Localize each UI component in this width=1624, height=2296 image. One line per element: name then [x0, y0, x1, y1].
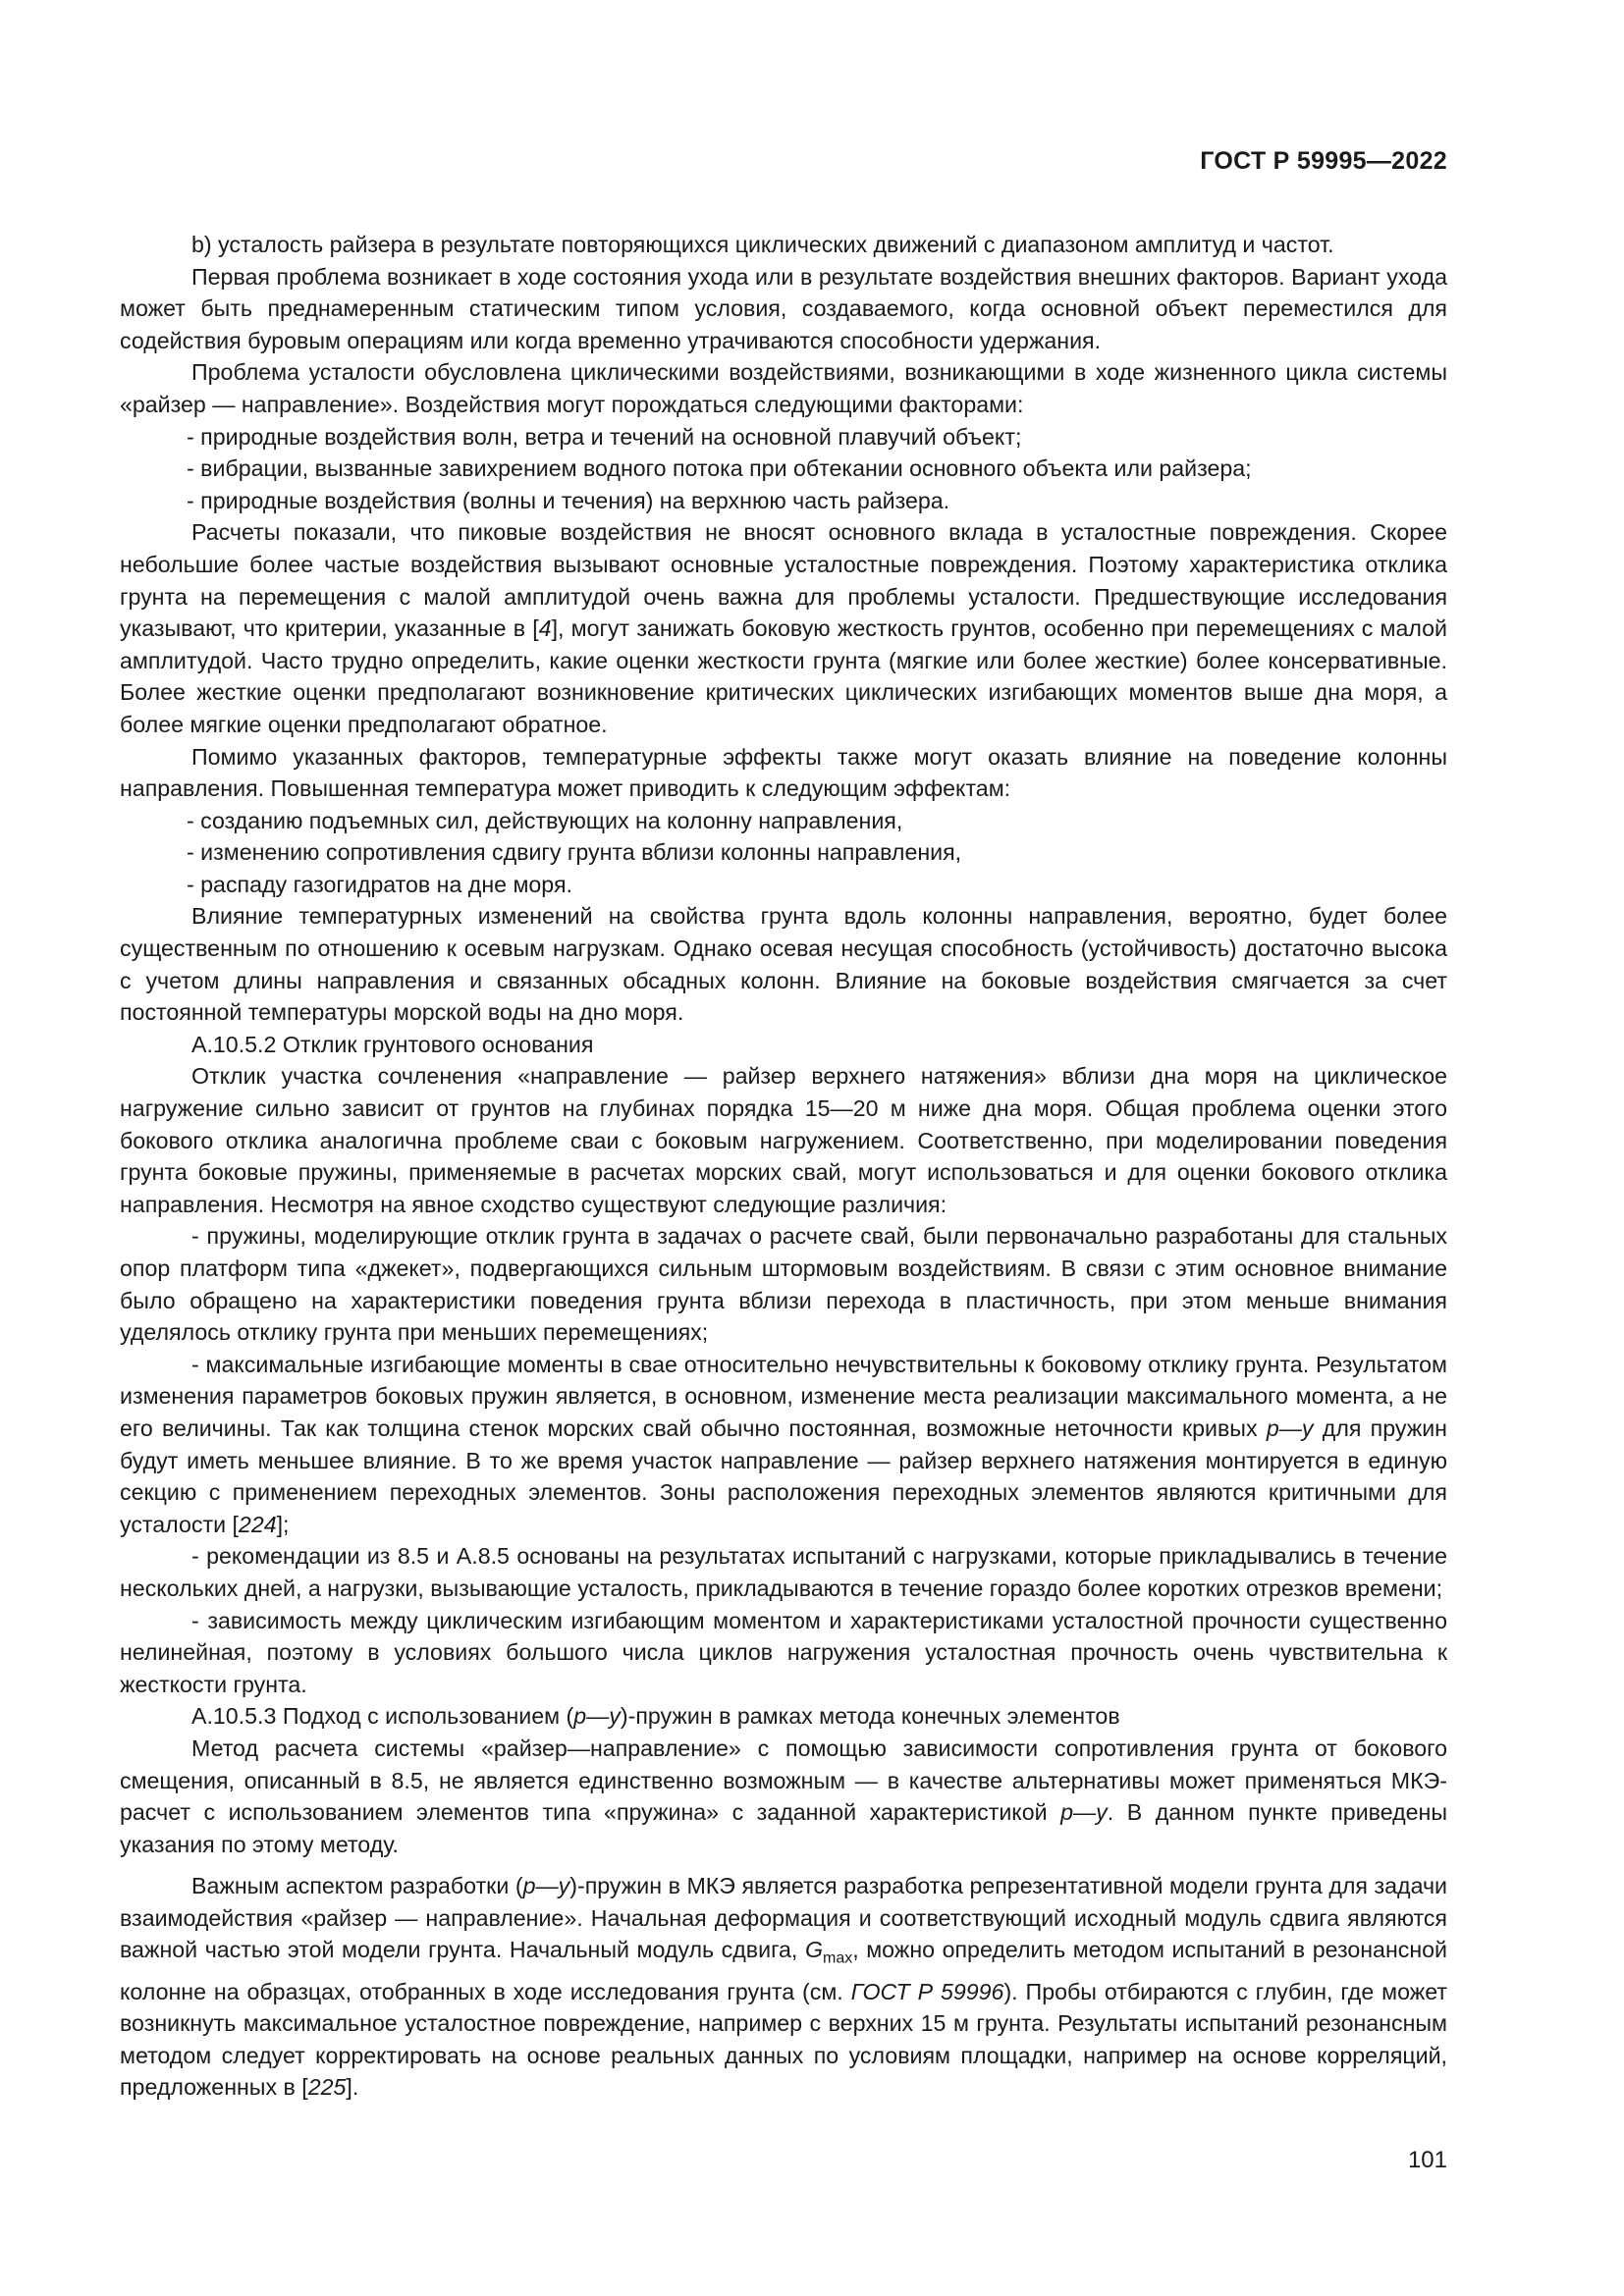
list-item [120, 421, 1447, 454]
text-segment: для пружин будут иметь меньшее влияние. В то же время участок направление — райзер верхнего натяжения монтируется в единую секцию с применением переходных элементов. Зоны расположения переходных элементов являются критичными для усталости [ [120, 1415, 1447, 1537]
text-segment: - природные воздействия волн, ветра и течений на основной плавучий объект; [187, 423, 1022, 450]
text-segment: Проблема усталости обусловлена циклическими воздействиями, возникающими в ходе жизненного цикла системы «райзер — направление». Воздействия могут порождаться следующими факторами: [120, 359, 1447, 417]
document-header: ГОСТ Р 59995—2022 [1200, 147, 1447, 175]
text-segment: ], могут занижать боковую жесткость грунтов, особенно при перемещениях с малой амплитудой. Часто трудно определить, какие оценки жесткости грунта (мягкие или более жесткие) более консервативные. Более жесткие оценки предполагают возникновение критических циклических изгибающих моментов выше дна моря, а более мягкие оценки предполагают обратное. [120, 615, 1448, 737]
list-item [120, 485, 1447, 517]
text-segment: - созданию подъемных сил, действующих на колонну направления, [187, 807, 903, 833]
text-segment: ). Пробы отбираются с глубин, где может возникнуть максимальное усталостное повреждение, например с верхних 15 м грунта. Результаты испытаний резонансным методом следует корректировать на основе реальных данных по условиям площадки, например на основе корреляций, предложенных в [ [120, 1978, 1447, 2101]
paragraph [120, 1349, 1447, 1541]
text-segment: 225 [307, 2074, 347, 2101]
paragraph [120, 1029, 1447, 1061]
paragraph [120, 1540, 1447, 1604]
text-segment: - распаду газогидратов на дне моря. [187, 871, 572, 897]
text-segment: max [822, 1950, 853, 1968]
paragraph [120, 1605, 1447, 1701]
paragraph [120, 229, 1447, 261]
list-item [120, 805, 1447, 837]
text-segment: p—y [1060, 1799, 1108, 1826]
text-segment: p—y [573, 1703, 621, 1730]
paragraph [120, 1870, 1447, 2104]
text-segment: Первая проблема возникает в ходе состояния ухода или в результате воздействия внешних факторов. Вариант ухода может быть преднамеренным статическим типом условия, создаваемого, когда основной объект переместился для содействия буровым операциям или когда временно утрачиваются способности удержания. [120, 263, 1447, 353]
text-segment: - природные воздействия (волны и течения) на верхнюю часть райзера. [187, 487, 950, 513]
text-segment: Отклик участка сочленения «направление — райзер верхнего натяжения» вблизи дна моря на циклическое нагружение сильно зависит от грунтов на глубинах порядка 15—20 м ниже дна моря. Общая проблема оценки этого бокового отклика аналогична проблеме сваи с боковым нагружением. Соответственно, при моделировании поведения грунта боковые пружины, применяемые в расчетах морских свай, могут использоваться и для оценки бокового отклика направления. Несмотря на явное сходство существуют следующие различия: [120, 1063, 1447, 1217]
text-segment: - рекомендации из 8.5 и А.8.5 основаны на результатах испытаний с нагрузками, которые прикладывались в течение нескольких дней, а нагрузки, вызывающие усталость, прикладываются в течение гораздо более коротких отрезков времени; [120, 1543, 1447, 1601]
text-segment: - максимальные изгибающие моменты в свае относительно нечувствительны к боковому отклику грунта. Результатом изменения параметров боковых пружин является, в основном, изменение места реализации максимального момента, а не его величины. Так как толщина стенок морских свай обычно постоянная, возможные неточности кривых [120, 1351, 1447, 1441]
paragraph [120, 1220, 1447, 1348]
text-segment: Расчеты показали, что пиковые воздействия не вносят основного вклада в усталостные повреждения. Скорее небольшие более частые воздействия вызывают основные усталостные повреждения. Поэтому характеристика отклика грунта на перемещения с малой амплитудой очень важна для проблемы усталости. Предшествующие исследования указывают, что критерии, указанные в [ [120, 519, 1447, 642]
text-segment: p—y [522, 1873, 570, 1899]
document-body [120, 229, 1447, 2104]
text-segment: 224 [238, 1511, 277, 1537]
text-segment: 4 [538, 615, 552, 642]
text-segment: p—y [1266, 1415, 1314, 1441]
text-segment: А.10.5.2 Отклик грунтового основания [191, 1031, 594, 1057]
text-segment: ГОСТ Р 59996 [850, 1978, 1004, 2004]
text-segment: , можно определить методом испытаний в резонансной колонне на образцах, отобранных в ходе исследования грунта (см. [120, 1937, 1447, 2004]
list-item [120, 869, 1447, 901]
paragraph [120, 1060, 1447, 1220]
text-segment: А.10.5.3 Подход с использованием ( [191, 1703, 574, 1730]
paragraph [120, 1700, 1447, 1733]
text-segment: Помимо указанных факторов, температурные эффекты также могут оказать влияние на поведение колонны направления. Повышенная температура может приводить к следующим эффектам: [120, 743, 1447, 802]
text-segment: - пружины, моделирующие отклик грунта в задачах о расчете свай, были первоначально разработаны для стальных опор платформ типа «джекет», подвергающихся сильным штормовым воздействиям. В связи с этим основное внимание было обращено на характеристики поведения грунта вблизи перехода в пластичность, при этом меньше внимания уделялось отклику грунта при меньших перемещениях; [120, 1223, 1447, 1346]
paragraph [120, 900, 1447, 1028]
text-segment: ]. [346, 2074, 359, 2101]
text-segment: - зависимость между циклическим изгибающим моментом и характеристиками усталостной прочности существенно нелинейная, поэтому в условиях большого числа циклов нагружения усталостная прочность очень чувствительна к жесткости грунта. [120, 1607, 1447, 1697]
paragraph [120, 261, 1447, 357]
paragraph [120, 356, 1447, 420]
text-segment: G [804, 1937, 823, 1963]
list-item [120, 836, 1447, 869]
paragraph [120, 741, 1447, 805]
text-segment: . В данном пункте приведены указания по этому методу. [120, 1799, 1447, 1857]
text-segment: b) усталость райзера в результате повторяющихся циклических движений с диапазоном амплитуд и частот. [191, 232, 1334, 257]
text-segment: ]; [276, 1511, 290, 1537]
text-segment: Метод расчета системы «райзер—направление» с помощью зависимости сопротивления грунта от бокового смещения, описанный в 8.5, не является единственно возможным — в качестве альтернативы может применяться МКЭ-расчет с использованием элементов типа «пружина» с заданной характеристикой [120, 1735, 1447, 1826]
text-segment: )-пружин в МКЭ является разработка репрезентативной модели грунта для задачи взаимодействия «райзер — направление». Начальная деформация и соответствующий исходный модуль сдвига являются важной частью этой модели грунта. Начальный модуль сдвига, [120, 1873, 1447, 1963]
paragraph [120, 1733, 1447, 1860]
text-segment: - изменению сопротивления сдвигу грунта вблизи колонны направления, [187, 839, 962, 866]
text-segment: )-пружин в рамках метода конечных элементов [620, 1703, 1120, 1730]
text-segment: Важным аспектом разработки ( [191, 1873, 523, 1899]
page-number: 101 [1407, 2147, 1447, 2173]
list-item [120, 453, 1447, 485]
paragraph [120, 516, 1447, 740]
text-segment: Влияние температурных изменений на свойства грунта вдоль колонны направления, вероятно, будет более существенным по отношению к осевым нагрузкам. Однако осевая несущая способность (устойчивость) достаточно высока с учетом длины направления и связанных обсадных колонн. Влияние на боковые воздействия смягчается за счет постоянной температуры морской воды на дно моря. [120, 903, 1447, 1026]
text-segment: - вибрации, вызванные завихрением водного потока при обтекании основного объекта или райзера; [187, 455, 1252, 482]
